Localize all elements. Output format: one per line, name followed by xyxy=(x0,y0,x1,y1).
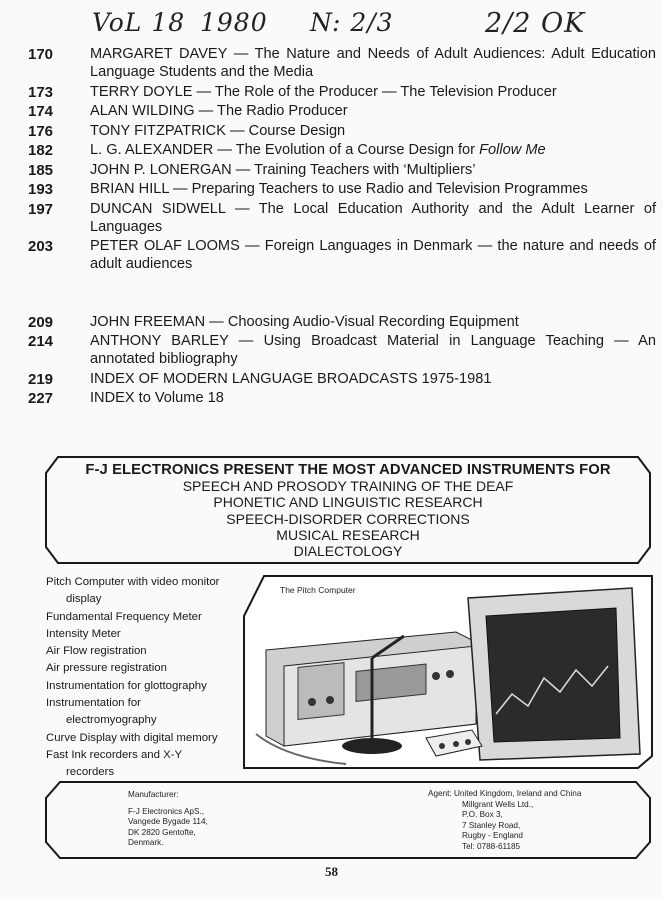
banner-line: SPEECH-DISORDER CORRECTIONS xyxy=(226,510,470,527)
banner-title: F-J ELECTRONICS PRESENT THE MOST ADVANCED INSTRUMENTS FOR xyxy=(85,462,611,478)
banner-text xyxy=(44,462,652,559)
agent-heading: Agent: United Kingdom, Ireland and China xyxy=(428,789,582,798)
instrument-item: Pitch Computer with video monitor xyxy=(46,576,220,588)
banner-line: DIALECTOLOGY xyxy=(293,543,403,560)
address-line: Vangede Bygade 114, xyxy=(128,817,208,827)
handwritten-volume: VoL 18 xyxy=(92,8,186,37)
toc-title: PETER OLAF LOOMS — Foreign Languages in Denmark — the nature and needs of adult audiences xyxy=(90,238,656,272)
handwritten-check: 2/2 OK xyxy=(485,8,586,39)
instrument-item: Air Flow registration xyxy=(46,645,147,658)
toc-title: TONY FITZPATRICK — Course Design xyxy=(90,123,346,139)
agent-address xyxy=(462,800,533,852)
toc-title: JOHN P. LONERGAN — Training Teachers with ‘Multipliers’ xyxy=(90,162,476,178)
banner-line: MUSICAL RESEARCH xyxy=(276,526,420,543)
toc-page-number: 219 xyxy=(28,371,54,388)
toc-page-number: 174 xyxy=(28,103,54,120)
address-line: Millgrant Wells Ltd., xyxy=(462,800,534,809)
instrument-item: Air pressure registration xyxy=(46,662,167,675)
instrument-item-cont: electromyography xyxy=(66,714,157,727)
banner-line: PHONETIC AND LINGUISTIC RESEARCH xyxy=(213,494,483,511)
toc-title: BRIAN HILL — Preparing Teachers to use Radio and Television Programmes xyxy=(90,181,588,197)
toc-page-number: 193 xyxy=(28,181,54,198)
address-line: DK 2820 Gentofte, xyxy=(128,827,196,837)
toc-page-number: 182 xyxy=(28,142,54,159)
toc-page-number: 170 xyxy=(28,46,54,63)
manufacturer-address xyxy=(128,807,208,849)
toc-page-number: 197 xyxy=(28,201,54,218)
banner-line: SPEECH AND PROSODY TRAINING OF THE DEAF xyxy=(182,478,514,495)
pitch-computer-illustration xyxy=(236,574,656,770)
manufacturer-heading: Manufacturer: xyxy=(128,790,179,799)
pitch-computer-photo xyxy=(236,574,656,770)
toc-page-number: 185 xyxy=(28,162,54,179)
advert-banner xyxy=(44,455,652,565)
instrument-item: Instrumentation for glottography xyxy=(46,679,207,692)
instrument-item: Fast Ink recorders and X-Y xyxy=(46,748,183,761)
toc-title: ANTHONY BARLEY — Using Broadcast Material in Language Teaching — An annotated bibliography xyxy=(90,333,656,367)
toc-title: MARGARET DAVEY — The Nature and Needs of Adult Audiences: Adult Education Language Students and the Media xyxy=(90,46,656,80)
address-line: Tel: 0788-61185 xyxy=(462,841,521,851)
handwritten-numbers: N: 2/3 xyxy=(310,8,394,37)
toc-title: DUNCAN SIDWELL — The Local Education Authority and the Adult Learner of Languages xyxy=(90,201,656,235)
toc-page-number: 209 xyxy=(28,314,54,331)
instrument-item: Curve Display with digital memory xyxy=(46,731,218,744)
toc-page-number: 173 xyxy=(28,84,54,101)
address-line: Denmark. xyxy=(128,838,164,848)
toc-title: JOHN FREEMAN — Choosing Audio-Visual Recording Equipment xyxy=(90,314,519,330)
toc-page-number: 227 xyxy=(28,390,54,407)
instrument-item-cont: display xyxy=(66,593,102,606)
toc-title-italic: Follow Me xyxy=(479,142,546,158)
toc-title: TERRY DOYLE — The Role of the Producer — The Television Producer xyxy=(90,84,557,100)
instrument-item-cont: recorders xyxy=(66,766,115,779)
page-number: 58 xyxy=(325,864,338,879)
toc-title: INDEX to Volume 18 xyxy=(90,390,224,406)
address-line: 7 Stanley Road, xyxy=(462,820,521,830)
handwritten-year: 1980 xyxy=(200,8,268,37)
toc-page-number: 176 xyxy=(28,123,54,140)
address-line: P.O. Box 3, xyxy=(462,810,503,820)
instrument-item: Fundamental Frequency Meter xyxy=(46,610,202,623)
toc-page-number: 203 xyxy=(28,238,54,255)
toc-page-number: 214 xyxy=(28,333,54,350)
toc-title: INDEX OF MODERN LANGUAGE BROADCASTS 1975-1981 xyxy=(90,371,492,387)
instrument-list xyxy=(46,574,251,782)
address-line: Rugby - England xyxy=(462,831,523,841)
toc-title-text: L. G. ALEXANDER — The Evolution of a Course Design for xyxy=(90,142,480,158)
photo-caption: The Pitch Computer xyxy=(280,585,356,595)
toc-title: ALAN WILDING — The Radio Producer xyxy=(90,103,348,119)
instrument-item: Intensity Meter xyxy=(46,627,121,640)
address-line: F-J Electronics ApS., xyxy=(128,807,204,816)
toc-title xyxy=(90,142,656,160)
handwritten-annotation xyxy=(90,6,650,42)
instrument-item: Instrumentation for xyxy=(46,697,141,710)
